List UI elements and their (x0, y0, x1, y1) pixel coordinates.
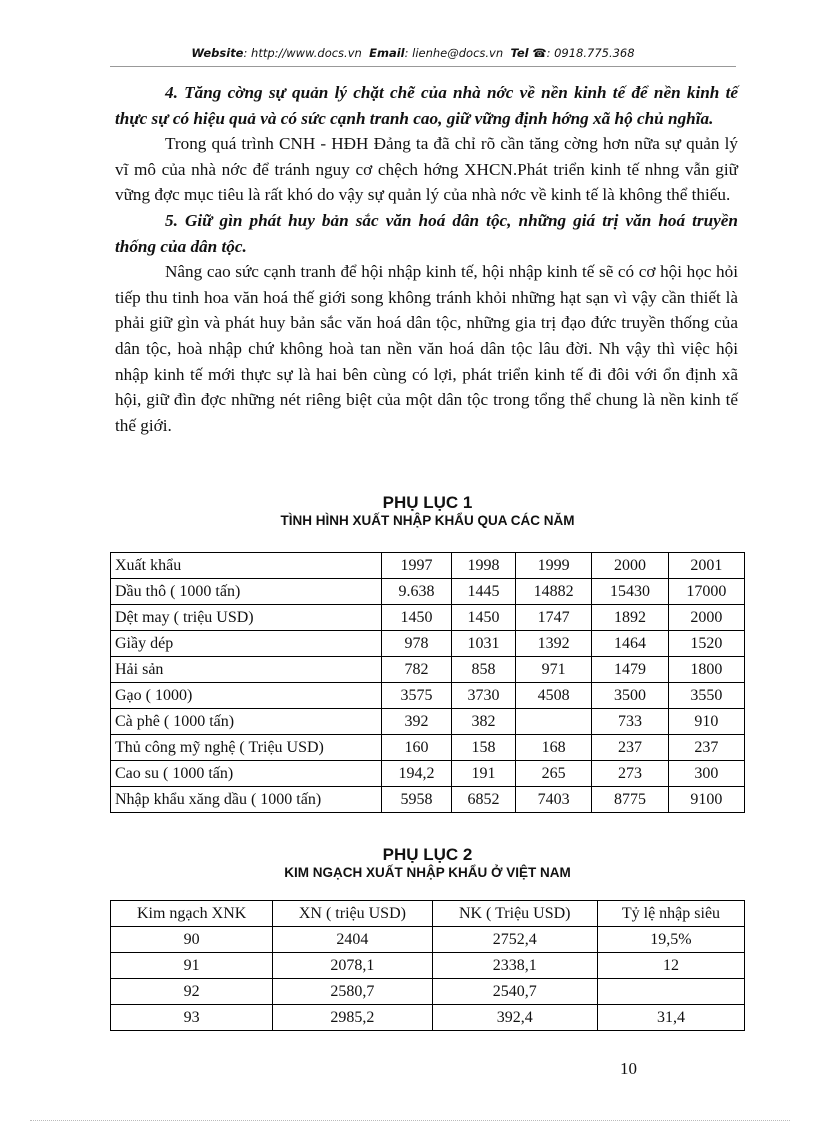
tel-label: Tel (510, 46, 529, 60)
table-cell: 1520 (668, 631, 744, 657)
table-header-cell: 1997 (382, 553, 452, 579)
document-body (115, 80, 738, 438)
appendix-1-title: PHỤ LỤC 1 (382, 493, 473, 512)
section-5-paragraph: Nâng cao sức cạnh tranh để hội nhập kinh tế, hội nhập kinh tế sẽ có cơ hội học hỏi tiếp thu tinh hoa văn hoá thế giới song không tránh khỏi những hạt sạn vì vậy cần thiết là phải giữ gìn và phát huy bản sắc văn hoá dân tộc, những gia trị đạo đức truyền thống của dân tộc, hoà nhập chứ không hoà tan nền văn hoá dân tộc lâu đời. Nh vậy thì việc hội nhập kinh tế mới thực sự là hai bên cùng có lợi, phát triển kinh tế đi đôi với ổn định xã hội, giữ đìn đợc những nét riêng biệt của một dân tộc trong tổng thể chung là nền kinh tế thế giới. (115, 262, 738, 435)
table-header-cell: XN ( triệu USD) (273, 901, 432, 927)
export-table (110, 552, 745, 813)
table-cell: 2752,4 (432, 927, 597, 953)
table-cell: 733 (592, 709, 668, 735)
page-header (110, 46, 716, 60)
table-cell: 858 (452, 657, 516, 683)
table-cell: 4508 (515, 683, 591, 709)
table-cell: 92 (111, 979, 273, 1005)
section-4-heading: 4. Tăng cờng sự quản lý chặt chẽ của nhà nớc về nền kinh tế để nền kinh tế thực sự có hiệu quả và có sức cạnh tranh cao, giữ vững định hớng xã hộ chủ nghĩa. (115, 83, 738, 128)
table-row (111, 683, 745, 709)
table-cell: 14882 (515, 579, 591, 605)
table-cell: 3550 (668, 683, 744, 709)
table-cell: 1464 (592, 631, 668, 657)
header-divider (110, 66, 736, 67)
table-cell: 300 (668, 761, 744, 787)
table-row (111, 1005, 745, 1031)
table-header-cell: Tỷ lệ nhập siêu (597, 901, 744, 927)
phone-icon: ☎ (532, 46, 547, 60)
email-value: : lienhe@docs.vn (404, 46, 504, 60)
table-row (111, 735, 745, 761)
table-cell: 910 (668, 709, 744, 735)
email-label: Email (369, 46, 405, 60)
table-cell: 2404 (273, 927, 432, 953)
table-cell: 158 (452, 735, 516, 761)
table-cell: 93 (111, 1005, 273, 1031)
website-label: Website (191, 46, 244, 60)
table-cell: 194,2 (382, 761, 452, 787)
table-cell: 191 (452, 761, 516, 787)
section-4-paragraph: Trong quá trình CNH - HĐH Đảng ta đã chỉ rõ cần tăng cờng hơn nữa sự quản lý vĩ mô của nhà nớc để tránh nguy cơ chệch hớng XHCN.Phát triển kinh tế nhng vẫn giữ vững đợc mục tiêu là rất khó do vậy sự quản lý của nhà nớc về kinh tế là không thể thiếu. (115, 134, 738, 205)
table-header-cell: 2000 (592, 553, 668, 579)
table-cell: 1892 (592, 605, 668, 631)
table-cell: 9.638 (382, 579, 452, 605)
table-cell: 2985,2 (273, 1005, 432, 1031)
appendix-2-title: PHỤ LỤC 2 (382, 845, 473, 864)
table-cell: 12 (597, 953, 744, 979)
table-cell: 91 (111, 953, 273, 979)
table-cell: 168 (515, 735, 591, 761)
website-value: : http://www.docs.vn (243, 46, 362, 60)
table-cell: 1450 (382, 605, 452, 631)
table-header-cell: 2001 (668, 553, 744, 579)
table-cell (597, 979, 744, 1005)
table-cell: Thủ công mỹ nghệ ( Triệu USD) (111, 735, 382, 761)
table-cell: 782 (382, 657, 452, 683)
table-cell: 19,5% (597, 927, 744, 953)
table-header-cell: 1998 (452, 553, 516, 579)
table-cell: 1800 (668, 657, 744, 683)
appendix-1-title-block (110, 493, 745, 529)
table-cell (515, 709, 591, 735)
table-row (111, 787, 745, 813)
table-cell: 1747 (515, 605, 591, 631)
table-cell: 5958 (382, 787, 452, 813)
table-cell: 31,4 (597, 1005, 744, 1031)
table-cell: 1450 (452, 605, 516, 631)
table-header-row (111, 553, 745, 579)
appendix-2-title-block (110, 845, 745, 881)
table-cell: 9100 (668, 787, 744, 813)
table-row (111, 579, 745, 605)
table-cell: 6852 (452, 787, 516, 813)
table-header-cell: Xuất khẩu (111, 553, 382, 579)
tel-value: : 0918.775.368 (546, 46, 635, 60)
table-cell: 392 (382, 709, 452, 735)
footer-divider (30, 1120, 790, 1121)
table-cell: Cao su ( 1000 tấn) (111, 761, 382, 787)
table-header-cell: NK ( Triệu USD) (432, 901, 597, 927)
table-cell: Cà phê ( 1000 tấn) (111, 709, 382, 735)
table-cell: 3730 (452, 683, 516, 709)
section-5-heading: 5. Giữ gìn phát huy bản sắc văn hoá dân tộc, những giá trị văn hoá truyền thống của dân tộc. (115, 210, 738, 256)
table-cell: 160 (382, 735, 452, 761)
table-cell: 1031 (452, 631, 516, 657)
table-header-cell: 1999 (515, 553, 591, 579)
table-cell: 978 (382, 631, 452, 657)
table-cell: Hải sản (111, 657, 382, 683)
table-row (111, 927, 745, 953)
table-cell: Dầu thô ( 1000 tấn) (111, 579, 382, 605)
table-cell: 1392 (515, 631, 591, 657)
table-cell: 15430 (592, 579, 668, 605)
table-cell: 2338,1 (432, 953, 597, 979)
table-row (111, 631, 745, 657)
page-number: 10 (620, 1059, 637, 1078)
table-cell: 3500 (592, 683, 668, 709)
table-cell: Gạo ( 1000) (111, 683, 382, 709)
table-row (111, 709, 745, 735)
table-cell: 273 (592, 761, 668, 787)
appendix-2-subtitle: KIM NGẠCH XUẤT NHẬP KHẨU Ở VIỆT NAM (284, 865, 571, 880)
table-row (111, 979, 745, 1005)
table-cell: 2540,7 (432, 979, 597, 1005)
table-cell: 382 (452, 709, 516, 735)
table-cell: 1479 (592, 657, 668, 683)
table-cell: 265 (515, 761, 591, 787)
table-cell: 8775 (592, 787, 668, 813)
appendix-1-subtitle: TÌNH HÌNH XUẤT NHẬP KHẨU QUA CÁC NĂM (280, 513, 575, 528)
table-cell: 2580,7 (273, 979, 432, 1005)
table-cell: 237 (592, 735, 668, 761)
table-cell: 2000 (668, 605, 744, 631)
table-cell: 392,4 (432, 1005, 597, 1031)
table-header-row (111, 901, 745, 927)
trade-turnover-table (110, 900, 745, 1031)
table-cell: Dệt may ( triệu USD) (111, 605, 382, 631)
table-cell: 90 (111, 927, 273, 953)
table-cell: 17000 (668, 579, 744, 605)
table-cell: Nhập khẩu xăng dầu ( 1000 tấn) (111, 787, 382, 813)
table-row (111, 657, 745, 683)
table-cell: 3575 (382, 683, 452, 709)
table-header-cell: Kim ngạch XNK (111, 901, 273, 927)
table-cell: 237 (668, 735, 744, 761)
table-row (111, 605, 745, 631)
table-cell: 7403 (515, 787, 591, 813)
table-cell: 971 (515, 657, 591, 683)
table-cell: 2078,1 (273, 953, 432, 979)
table-cell: 1445 (452, 579, 516, 605)
table-row (111, 761, 745, 787)
table-cell: Giầy dép (111, 631, 382, 657)
table-row (111, 953, 745, 979)
